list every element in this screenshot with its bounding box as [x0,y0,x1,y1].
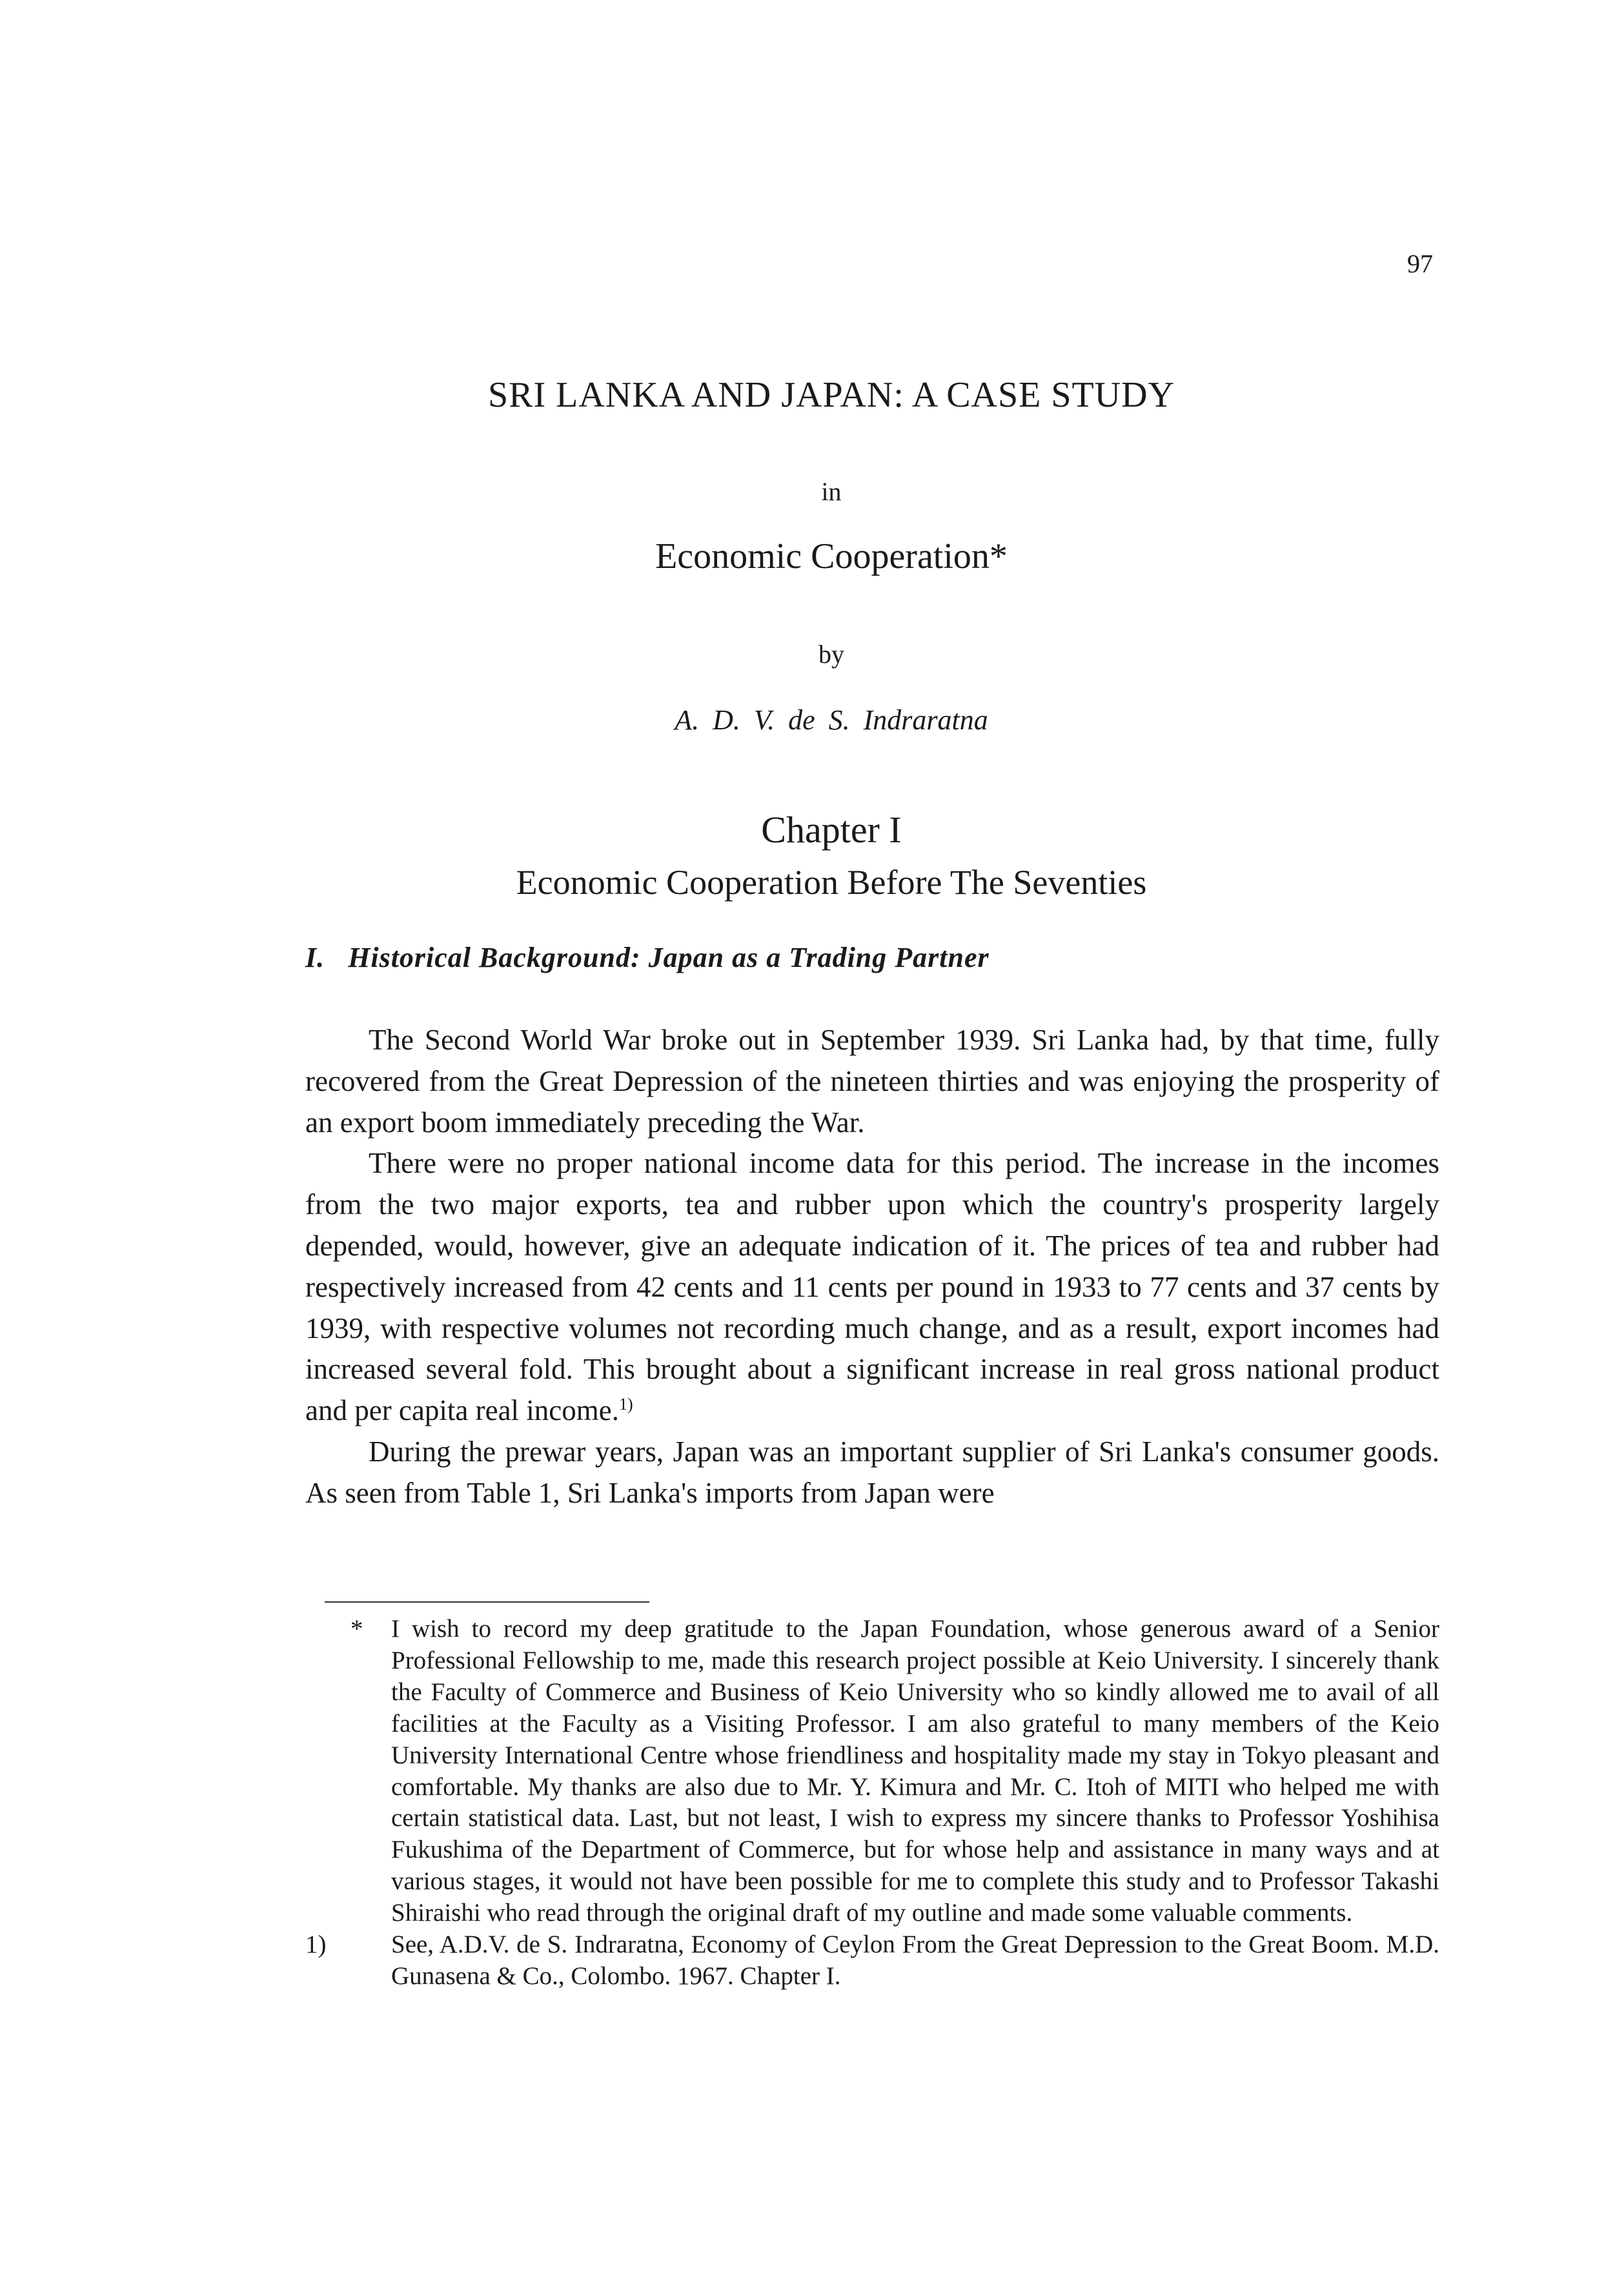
footnotes [305,1614,1439,1992]
chapter-heading: Chapter I [761,809,902,851]
footnote-mark: 1) [305,1931,327,1959]
footnote-reference[interactable]: 1) [619,1395,633,1414]
article-subtitle: Economic Cooperation* [655,536,1008,576]
chapter-title: Economic Cooperation Before The Seventies [516,863,1147,902]
paragraph-text: The Second World War broke out in September 1939. Sri Lanka had, by that time, fully recovered from the Great Depression of the nineteen thirties and was enjoying the prosperity of an export boom immediately preceding the War. [305,1024,1439,1139]
footnote-mark: * [350,1615,363,1643]
paragraph-text: There were no proper national income data for this period. The increase in the incomes from the two major exports, tea and rubber upon which the country's prosperity largely depended, would, however, give an adequate indication of it. The prices of tea and rubber had respectively increased from 42 cents and 11 cents per pound in 1933 to 77 cents and 37 cents by 1939, with respective volumes not recording much change, and as a result, export incomes had increased several fold. This brought about a significant increase in real gross national product and per capita real income. [305,1147,1439,1427]
paragraph [305,1020,1439,1143]
page-number: 97 [1407,249,1433,278]
footnote [305,1929,1439,1992]
paragraph [305,1432,1439,1514]
paragraph [305,1143,1439,1432]
article-title: SRI LANKA AND JAPAN: A CASE STUDY [487,375,1175,415]
paragraph-text: During the prewar years, Japan was an important supplier of Sri Lanka's consumer goods. As seen from Table 1, Sri Lanka's imports from Japan were [305,1435,1439,1509]
footnote [305,1614,1439,1929]
footnote-divider [325,1601,649,1603]
author-name: A. D. V. de S. Indraratna [675,704,988,736]
section-number: I. [305,942,325,973]
section-heading [305,941,990,974]
body-text [305,1020,1439,1514]
section-title: Historical Background: Japan as a Trading Partner [348,942,990,973]
footnote-text: See, A.D.V. de S. Indraratna, Economy of Ceylon From the Great Depression to the Great Boom. M.D. Gunasena & Co., Colombo. 1967. Chapter I. [391,1931,1439,1990]
title-connector: in [821,477,842,506]
byline-label: by [818,640,844,669]
footnote-text: I wish to record my deep gratitude to the Japan Foundation, whose generous award of a Senior Professional Fellowship to me, made this research project possible at Keio University. I sincerely thank the Faculty of Commerce and Business of Keio University who so kindly allowed me to avail of all facilities at the Faculty as a Visiting Professor. I am also grateful to many members of the Keio University International Centre whose friendliness and hospitality made my stay in Tokyo pleasant and comfortable. My thanks are also due to Mr. Y. Kimura and Mr. C. Itoh of MITI who helped me with certain statistical data. Last, but not least, I wish to express my sincere thanks to Professor Yoshihisa Fukushima of the Department of Commerce, but for whose help and assistance in many ways and at various stages, it would not have been possible for me to complete this study and to Professor Takashi Shiraishi who read through the original draft of my outline and made some valuable comments. [391,1615,1439,1927]
